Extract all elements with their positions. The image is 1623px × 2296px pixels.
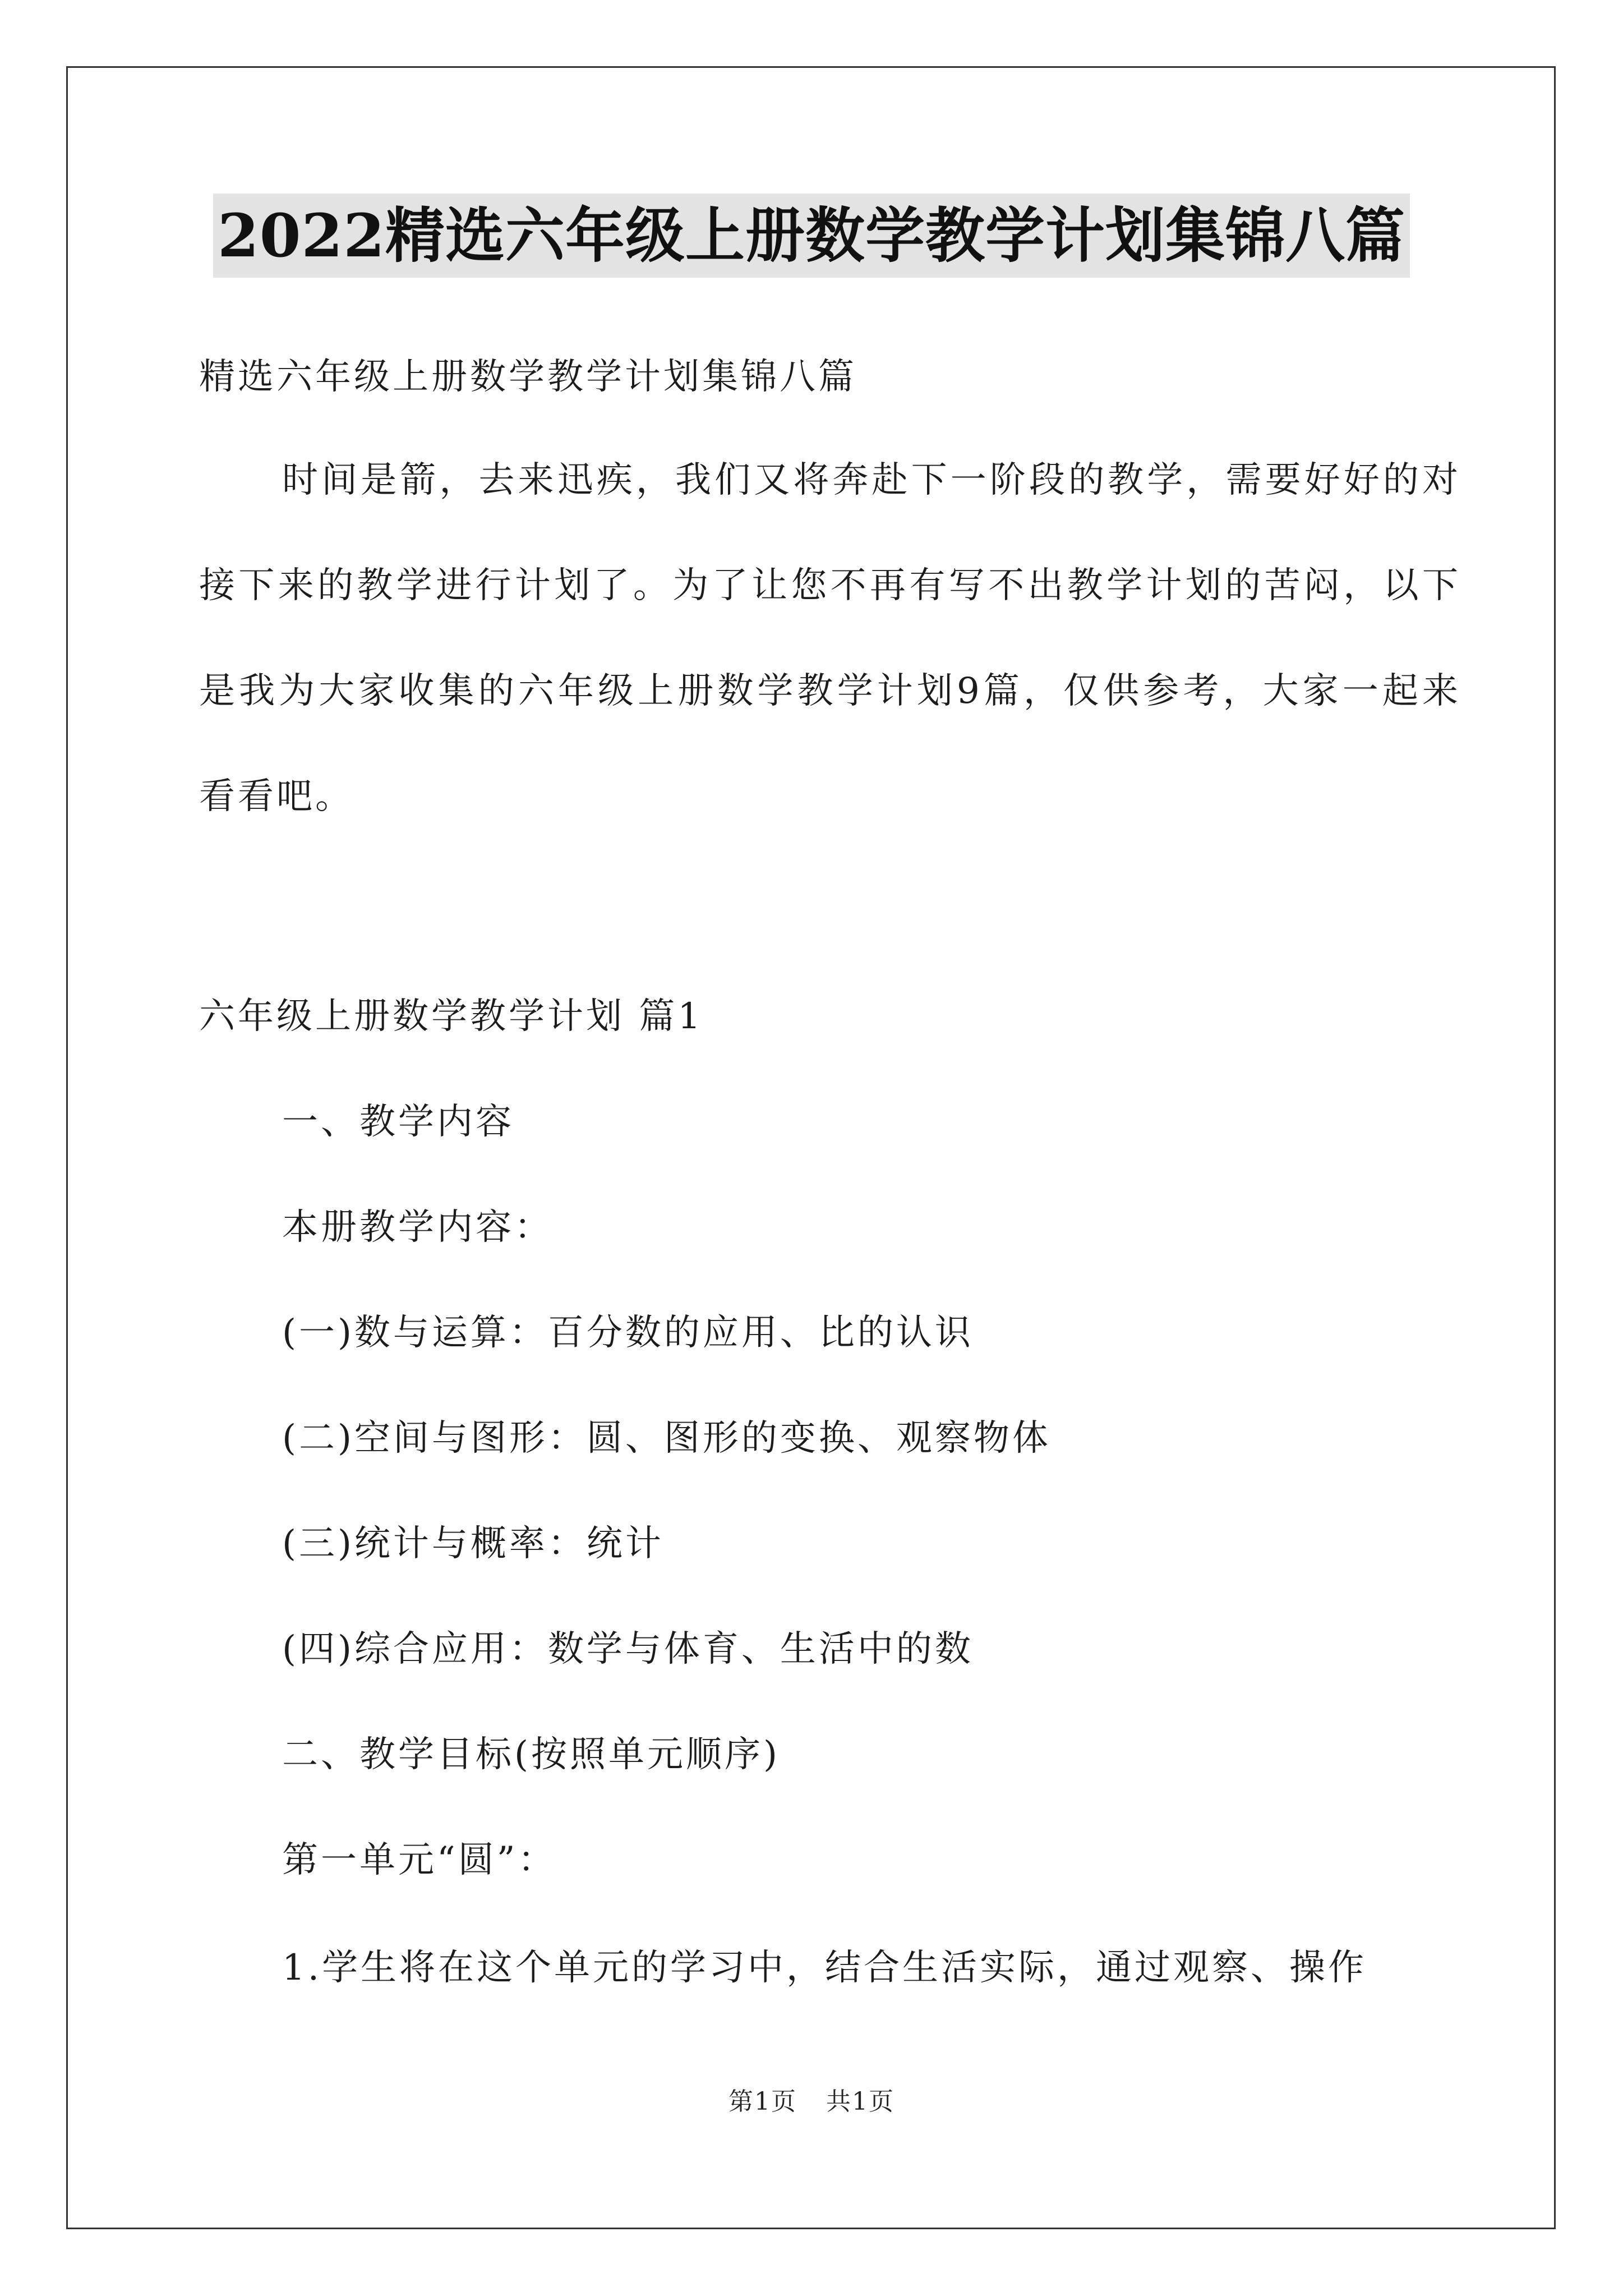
page-footer (0, 2081, 1623, 2117)
section-heading: 六年级上册数学教学计划 篇1 (199, 996, 704, 1037)
document-title-text: 2022精选六年级上册数学教学计划集锦八篇 (213, 194, 1410, 278)
page-number: 第1页 (728, 2087, 797, 2116)
list-item: (一)数与运算：百分数的应用、比的认识 (282, 1312, 974, 1354)
list-item: (三)统计与概率：统计 (282, 1523, 664, 1565)
page-total: 共1页 (826, 2087, 895, 2116)
list-item: 本册教学内容： (282, 1207, 553, 1248)
last-paragraph: 1.学生将在这个单元的学习中，结合生活实际，通过观察、操作 (282, 1947, 1367, 1989)
intro-paragraph: 时间是箭，去来迅疾，我们又将奔赴下一阶段的教学，需要好好的对接下来的教学进行计划了。为了让您不再有写不出教学计划的苦闷，以下是我为大家收集的六年级上册数学教学计划9篇，仅供参考，大家一起来看看吧。 (199, 459, 1461, 817)
list-item: 第一单元“圆”： (282, 1839, 557, 1881)
subtitle: 精选六年级上册数学教学计划集锦八篇 (199, 356, 857, 398)
list-item: 二、教学目标(按照单元顺序) (282, 1734, 780, 1775)
document-title (0, 194, 1623, 278)
list-item: (四)综合应用：数学与体育、生活中的数 (282, 1628, 974, 1670)
list-item: (二)空间与图形：圆、图形的变换、观察物体 (282, 1418, 1051, 1459)
list-item: 一、教学内容 (282, 1101, 514, 1143)
